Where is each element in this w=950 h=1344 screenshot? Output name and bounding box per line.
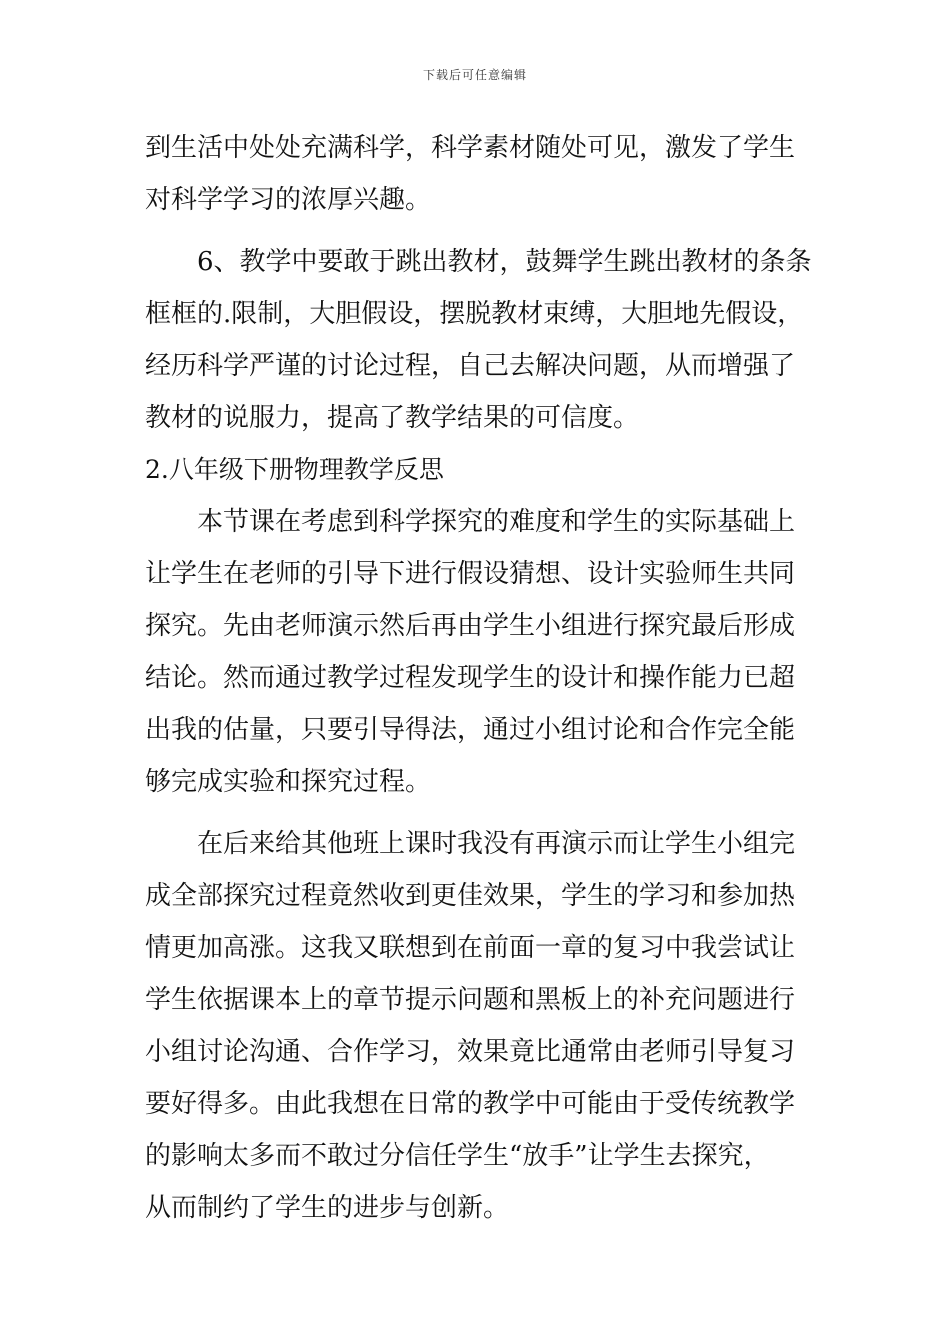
text-line: 经历科学严谨的讨论过程，自己去解决问题，从而增强了 — [145, 351, 796, 381]
text-line: 小组讨论沟通、合作学习，效果竟比通常由老师引导复习 — [145, 1037, 796, 1067]
text-line: 探究。先由老师演示然后再由学生小组进行探究最后形成 — [145, 611, 796, 641]
text-line: 学生依据课本上的章节提示问题和黑板上的补充问题进行 — [145, 985, 796, 1015]
text-line: 从而制约了学生的进步与创新。 — [145, 1193, 510, 1223]
text-line: 要好得多。由此我想在日常的教学中可能由于受传统教学 — [145, 1089, 796, 1119]
text-line: 情更加高涨。这我又联想到在前面一章的复习中我尝试让 — [145, 933, 796, 963]
text-line: 让学生在老师的引导下进行假设猜想、设计实验师生共同 — [145, 559, 796, 589]
text-line: 够完成实验和探究过程。 — [145, 767, 432, 797]
text-line: 本节课在考虑到科学探究的难度和学生的实际基础上 — [197, 507, 796, 537]
paragraph-gap — [145, 808, 815, 818]
paragraph-1 — [145, 122, 815, 226]
text-line: 出我的估量，只要引导得法，通过小组讨论和合作完全能 — [145, 715, 796, 745]
text-line: 成全部探究过程竟然收到更佳效果，学生的学习和参加热 — [145, 881, 796, 911]
paragraph-gap — [145, 226, 815, 236]
text-line: 对科学学习的浓厚兴趣。 — [145, 185, 432, 215]
text-line: 框框的.限制，大胆假设，摆脱教材束缚，大胆地先假设， — [145, 299, 804, 329]
header-note: 下载后可任意编辑 — [422, 68, 527, 82]
paragraph-2 — [145, 236, 815, 444]
text-line: 结论。然而通过教学过程发现学生的设计和操作能力已超 — [145, 663, 796, 693]
text-line: 6、教学中要敢于跳出教材，鼓舞学生跳出教材的条条 — [197, 247, 812, 277]
document-body — [145, 122, 815, 1234]
text-line: 的影响太多而不敢过分信任学生“放手”让学生去探究， — [145, 1141, 770, 1171]
text-line: 到生活中处处充满科学，科学素材随处可见，激发了学生 — [145, 133, 796, 163]
paragraph-4 — [145, 818, 815, 1234]
paragraph-3 — [145, 496, 815, 808]
section-heading: 2.八年级下册物理教学反思 — [145, 455, 444, 484]
text-line: 教材的说服力，提高了教学结果的可信度。 — [145, 403, 640, 433]
text-line: 在后来给其他班上课时我没有再演示而让学生小组完 — [197, 829, 796, 859]
